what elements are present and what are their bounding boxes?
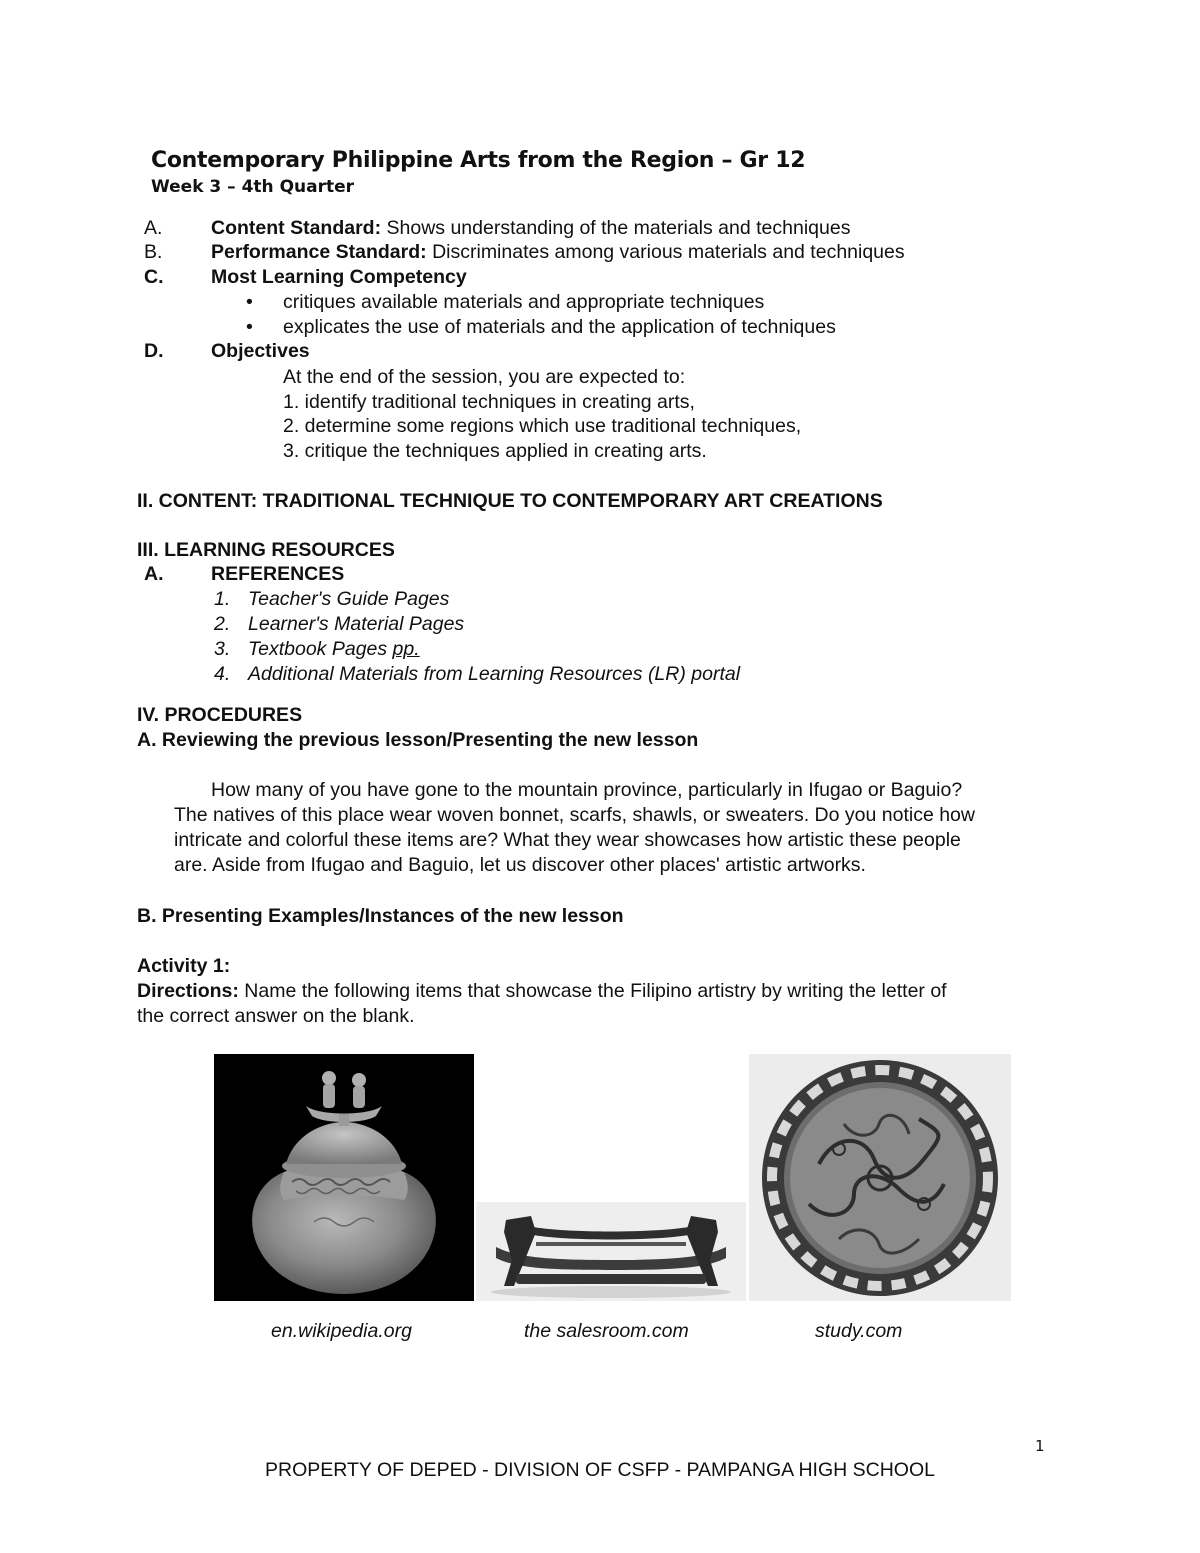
content-standard-text: Shows understanding of the materials and techniques xyxy=(381,217,851,239)
performance-standard-text: Discriminates among various materials and techniques xyxy=(426,241,905,263)
objectives-intro: At the end of the session, you are expected to: xyxy=(283,366,686,388)
reference-num: 1. xyxy=(214,588,231,610)
reference-item: Additional Materials from Learning Resources (LR) portal xyxy=(248,663,741,685)
reference-num: 4. xyxy=(214,663,231,685)
objective-item: 2. determine some regions which use traditional techniques, xyxy=(283,415,802,437)
reference-item xyxy=(248,637,420,661)
resources-heading: III. LEARNING RESOURCES xyxy=(137,539,395,561)
references-label: REFERENCES xyxy=(211,563,345,585)
reference-pages-placeholder: pp. xyxy=(392,638,420,660)
objectives-label: Objectives xyxy=(211,340,310,362)
standard-letter-b: B. xyxy=(144,241,163,263)
references-letter: A. xyxy=(144,563,164,585)
reference-item: Teacher's Guide Pages xyxy=(248,588,450,610)
page-number: 1 xyxy=(1035,1437,1045,1455)
competency-item: explicates the use of materials and the application of techniques xyxy=(283,316,836,338)
activity-directions xyxy=(137,979,947,1003)
document-subtitle: Week 3 – 4th Quarter xyxy=(151,177,355,197)
bullet-icon: • xyxy=(246,291,253,313)
bullet-icon: • xyxy=(246,316,253,338)
content-standard-label: Content Standard: xyxy=(211,217,382,239)
activity-title: Activity 1: xyxy=(137,955,231,977)
page-footer: PROPERTY OF DEPED - DIVISION OF CSFP - PAMPANGA HIGH SCHOOL xyxy=(265,1459,935,1481)
procedures-heading: IV. PROCEDURES xyxy=(137,704,303,726)
procedure-a-heading: A. Reviewing the previous lesson/Presenting the new lesson xyxy=(137,729,699,751)
directions-line-2: the correct answer on the blank. xyxy=(137,1005,415,1027)
content-standard xyxy=(211,216,850,240)
decorated-plate-image xyxy=(749,1054,1011,1301)
wooden-bench-image xyxy=(476,1202,746,1301)
procedure-b-heading: B. Presenting Examples/Instances of the new lesson xyxy=(137,905,624,927)
clay-jar-image xyxy=(214,1054,474,1301)
image-caption: the salesroom.com xyxy=(524,1320,689,1342)
objective-item: 1. identify traditional techniques in creating arts, xyxy=(283,391,695,413)
standard-letter-a: A. xyxy=(144,217,163,239)
burial-jar-icon xyxy=(214,1054,474,1301)
content-heading: II. CONTENT: TRADITIONAL TECHNIQUE TO CONTEMPORARY ART CREATIONS xyxy=(137,490,883,512)
performance-standard-label: Performance Standard: xyxy=(211,241,427,263)
intro-paragraph-line: How many of you have gone to the mountain province, particularly in Ifugao or Baguio? xyxy=(211,779,963,801)
standard-letter-c: C. xyxy=(144,266,164,288)
performance-standard xyxy=(211,240,905,264)
intro-paragraph-line: The natives of this place wear woven bonnet, scarfs, shawls, or sweaters. Do you notice how xyxy=(174,804,975,826)
intro-paragraph-line: intricate and colorful these items are? What they wear showcases how artistic these people xyxy=(174,829,961,851)
document-title: Contemporary Philippine Arts from the Region – Gr 12 xyxy=(151,148,806,173)
reference-item: Learner's Material Pages xyxy=(248,613,465,635)
reference-num: 3. xyxy=(214,638,231,660)
intro-paragraph-line: are. Aside from Ifugao and Baguio, let us discover other places' artistic artworks. xyxy=(174,854,866,876)
directions-label: Directions: xyxy=(137,980,239,1002)
competency-item: critiques available materials and appropriate techniques xyxy=(283,291,765,313)
reference-item-text: Textbook Pages xyxy=(248,638,393,660)
objectives-letter: D. xyxy=(144,340,164,362)
image-caption: en.wikipedia.org xyxy=(271,1320,412,1342)
reference-num: 2. xyxy=(214,613,231,635)
wooden-headrest-icon xyxy=(476,1202,746,1301)
directions-text: Name the following items that showcase the Filipino artistry by writing the letter of xyxy=(238,980,947,1002)
objective-item: 3. critique the techniques applied in creating arts. xyxy=(283,440,707,462)
competency-label: Most Learning Competency xyxy=(211,266,467,288)
image-caption: study.com xyxy=(815,1320,903,1342)
ornate-plate-icon xyxy=(749,1054,1011,1301)
